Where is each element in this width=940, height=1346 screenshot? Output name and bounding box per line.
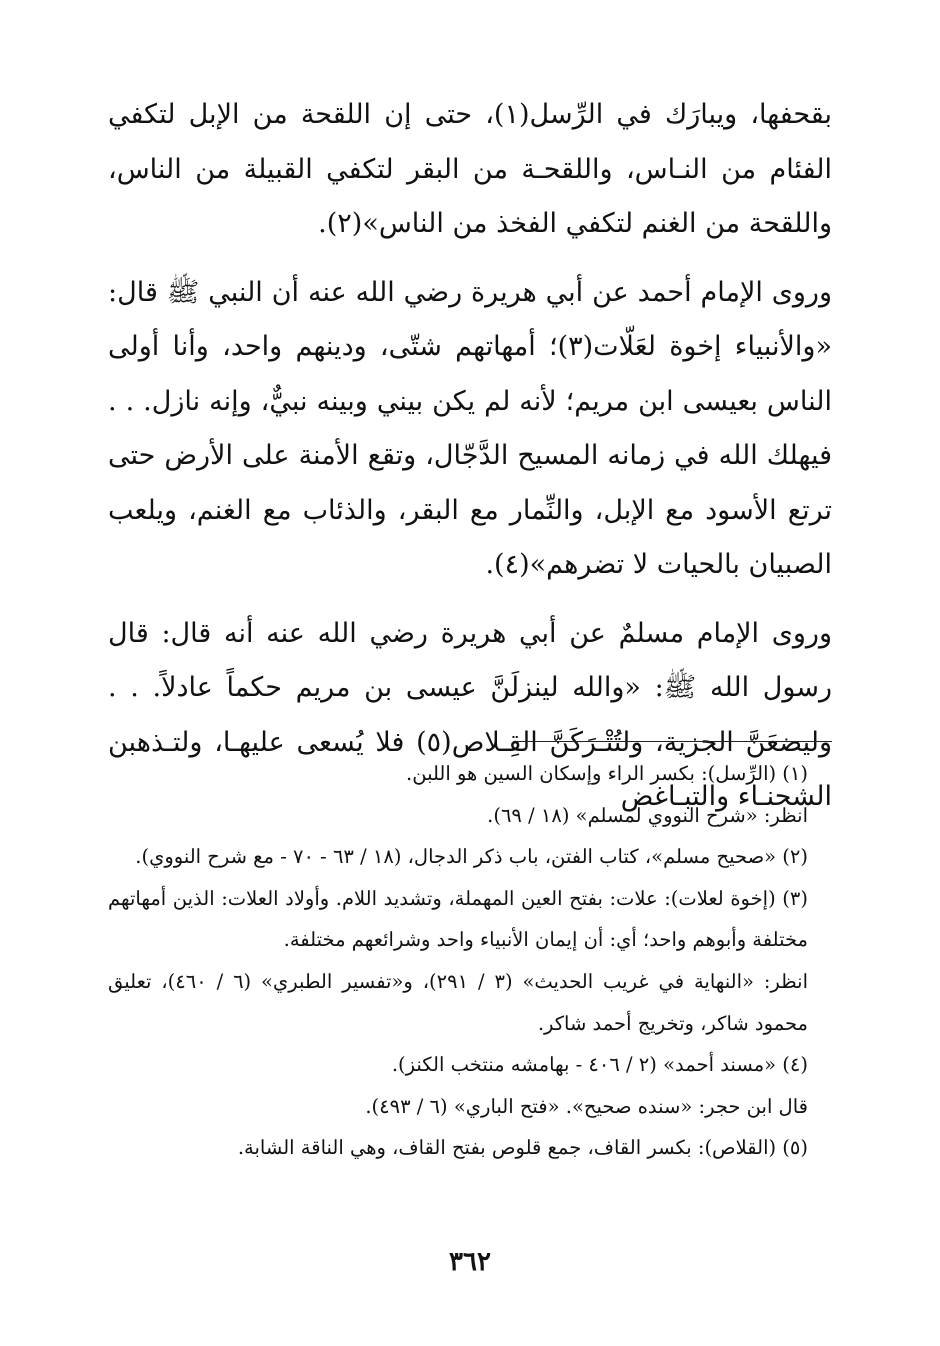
footnote-1: (١) (الرِّسل): بكسر الراء وإسكان السين هو اللبن. xyxy=(406,762,808,785)
page-number: ٣٦٢ xyxy=(449,1247,491,1277)
footnote-4-reference: قال ابن حجر: «سنده صحيح». «فتح الباري» (٦ / ٤٩٣). xyxy=(365,1094,808,1118)
footnote-1-reference: انظر: «شرح النووي لمسلم» (١٨ / ٦٩). xyxy=(487,803,808,827)
footnote-3-reference: انظر: «النهاية في غريب الحديث» (٣ / ٢٩١)، و«تفسير الطبري» (٦ / ٤٦٠)، تعليق محمود شاكر، وتخريج أحمد شاكر. xyxy=(108,969,809,1035)
footnote-5: (٥) (القلاص): بكسر القاف، جمع قلوص بفتح القاف، وهي الناقة الشابة. xyxy=(237,1136,808,1160)
paragraph-2: وروى الإمام أحمد عن أبي هريرة رضي الله عنه أن النبي ﷺ قال: «والأنبياء إخوة لعَلّات(٣)؛ أمهاتهم شتّى، ودينهم واحد، وأنا أولى الناس بعيسى ابن مريم؛ لأنه لم يكن بيني وبينه نبيٌّ، وإنه نازل. . . فيهلك الله في زمانه المسيح الدَّجّال، وتقع الأمنة على الأرض حتى ترتع الأسود مع الإبل، والنِّمار مع البقر، والذئاب مع الغنم، ويلعب الصبيان بالحيات لا تضرهم»(٤). xyxy=(108,276,832,580)
paragraph-3: وروى الإمام مسلمٌ عن أبي هريرة رضي الله عنه أنه قال: قال رسول الله ﷺ: «والله لينزلَنَّ عيسى بن مريم حكماً عادلاً. . . وليضعَنَّ الجزية، ولتُتْـرَكَنَّ القِـلاص(٥) فلا يُسعى عليهـا، ولتـذهبن الشحنـاء والتبـاغض xyxy=(108,617,832,812)
main-text xyxy=(108,88,832,825)
footnote-separator xyxy=(516,741,832,742)
paragraph-1: بقحفها، ويبارَك في الرِّسل(١)، حتى إن اللقحة من الإبل لتكفي الفئام من النـاس، واللقحـة من البقر لتكفي القبيلة من الناس، واللقحة من الغنم لتكفي الفخذ من الناس»(٢). xyxy=(108,99,832,239)
footnote-4: (٤) «مسند أحمد» (٢ / ٤٠٦ - بهامشه منتخب الكنز). xyxy=(391,1053,808,1077)
footnote-2: (٢) «صحيح مسلم»، كتاب الفتن، باب ذكر الدجال، (١٨ / ٦٣ - ٧٠ - مع شرح النووي). xyxy=(135,845,808,869)
footnotes xyxy=(108,753,832,1169)
footnote-3: (٣) (إخوة لعلات): علات: بفتح العين المهملة، وتشديد اللام. وأولاد العلات: الذين أمهاتهم مختلفة وأبوهم واحد؛ أي: أن إيمان الأنبياء واحد وشرائعهم مختلفة. xyxy=(108,886,808,952)
